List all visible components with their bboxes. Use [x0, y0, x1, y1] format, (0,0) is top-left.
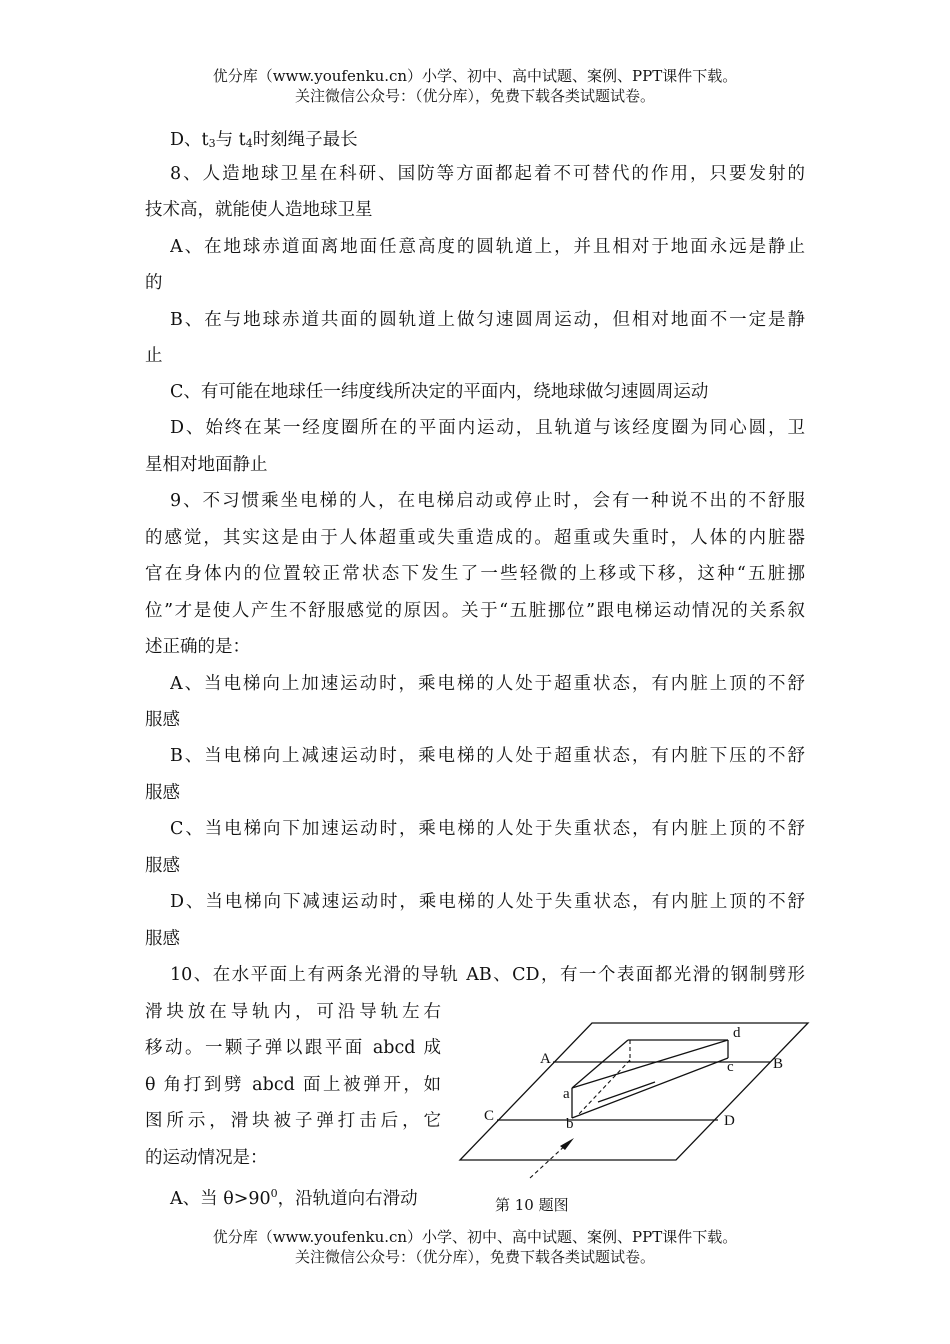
q9-stem-line-2: 的感觉，其实这是由于人体超重或失重造成的。超重或失重时，人体的内脏器	[145, 528, 805, 548]
q10-stem-line-3: 移动。一颗子弹以跟平面 abcd 成	[145, 1038, 441, 1058]
label-B: B	[773, 1056, 784, 1072]
figure-10-diagram	[455, 1012, 815, 1187]
q8-option-b-line-1: B、在与地球赤道共面的圆轨道上做匀速圆周运动，但相对地面不一定是静	[170, 310, 805, 330]
hidden-edge-diagonal	[578, 1060, 630, 1115]
q8-option-d-line-1: D、始终在某一经度圈所在的平面内运动，且轨道与该经度圈为同心圆，卫	[170, 418, 805, 438]
q10-a-suffix: ，沿轨道向右滑动	[277, 1189, 418, 1209]
label-D: D	[724, 1113, 735, 1129]
q9-stem-line-3: 官在身体内的位置较正常状态下发生了一些轻微的上移或下移，这种“五脏挪	[145, 564, 805, 584]
footer-line-1: 优分库（www.youfenku.cn）小学、初中、高中试题、案例、PPT课件下载。	[212, 1228, 738, 1246]
q9-stem-line-4: 位”才是使人产生不舒服感觉的原因。关于“五脏挪位”跟电梯运动情况的关系叙	[145, 601, 805, 621]
label-c: c	[727, 1059, 734, 1075]
q8-stem-line-1: 8、人造地球卫星在科研、国防等方面都起着不可替代的作用，只要发射的	[170, 164, 805, 184]
q9-option-a-line-1: A、当电梯向上加速运动时，乘电梯的人处于超重状态，有内脏上顶的不舒	[170, 674, 805, 694]
label-a: a	[563, 1086, 570, 1102]
q9-option-d-line-1: D、当电梯向下减速运动时，乘电梯的人处于失重状态，有内脏上顶的不舒	[170, 892, 805, 912]
q10-stem-line-2: 滑块放在导轨内，可沿导轨左右	[145, 1002, 441, 1022]
q7-d-sub2: 4	[245, 137, 253, 150]
q9-stem-line-1: 9、不习惯乘坐电梯的人，在电梯启动或停止时，会有一种说不出的不舒服	[170, 491, 805, 511]
q8-option-b-line-2: 止	[145, 346, 163, 366]
figure-plane	[460, 1023, 808, 1160]
figure-10-caption: 第 10 题图	[495, 1196, 569, 1214]
label-b: b	[566, 1116, 574, 1132]
q8-option-a-line-1: A、在地球赤道面离地面任意高度的圆轨道上，并且相对于地面永远是静止	[170, 237, 805, 257]
q9-option-d-line-2: 服感	[145, 929, 180, 949]
q7-d-mid: 与 t	[215, 130, 246, 150]
wedge-ad	[572, 1040, 728, 1088]
header-line-1: 优分库（www.youfenku.cn）小学、初中、高中试题、案例、PPT课件下载。	[212, 67, 738, 85]
q8-option-d-line-2: 星相对地面静止	[145, 455, 268, 475]
q9-option-c-line-2: 服感	[145, 856, 180, 876]
wedge-bc	[572, 1058, 728, 1118]
label-A: A	[540, 1051, 551, 1067]
q7-d-prefix: D、t	[170, 130, 209, 150]
q10-stem-line-6: 的运动情况是：	[145, 1148, 268, 1168]
q7-d-sub1: 3	[208, 137, 216, 150]
q10-stem-line-5: 图所示，滑块被子弹打击后，它	[145, 1111, 441, 1131]
q9-option-b-line-1: B、当电梯向上减速运动时，乘电梯的人处于超重状态，有内脏下压的不舒	[170, 746, 805, 766]
footer-line-2: 关注微信公众号：（优分库），免费下载各类试题试卷。	[294, 1248, 655, 1266]
q7-d-suffix: 时刻绳子最长	[252, 130, 358, 150]
q10-stem-line-1: 10、在水平面上有两条光滑的导轨 AB、CD，有一个表面都光滑的钢制劈形	[170, 965, 805, 985]
q9-option-b-line-2: 服感	[145, 783, 180, 803]
wedge-left-edge	[572, 1040, 628, 1088]
q8-stem-line-2: 技术高，就能使人造地球卫星	[145, 200, 373, 220]
q10-a-prefix: A、当 θ>90	[170, 1189, 271, 1209]
q9-option-a-line-2: 服感	[145, 710, 180, 730]
q10-stem-line-4: θ 角打到劈 abcd 面上被弹开，如	[145, 1075, 441, 1095]
label-C: C	[484, 1108, 495, 1124]
label-d: d	[733, 1025, 741, 1041]
q7-option-d	[170, 128, 830, 156]
q10-a-sup: 0	[270, 1187, 278, 1200]
header-line-2: 关注微信公众号：（优分库），免费下载各类试题试卷。	[294, 87, 655, 105]
wedge-face-line	[598, 1082, 655, 1102]
q9-option-c-line-1: C、当电梯向下加速运动时，乘电梯的人处于失重状态，有内脏上顶的不舒	[170, 819, 805, 839]
q8-option-a-line-2: 的	[145, 273, 163, 293]
q9-stem-line-5: 述正确的是：	[145, 637, 250, 657]
q8-option-c: C、有可能在地球任一纬度线所决定的平面内，绕地球做匀速圆周运动	[170, 382, 709, 402]
